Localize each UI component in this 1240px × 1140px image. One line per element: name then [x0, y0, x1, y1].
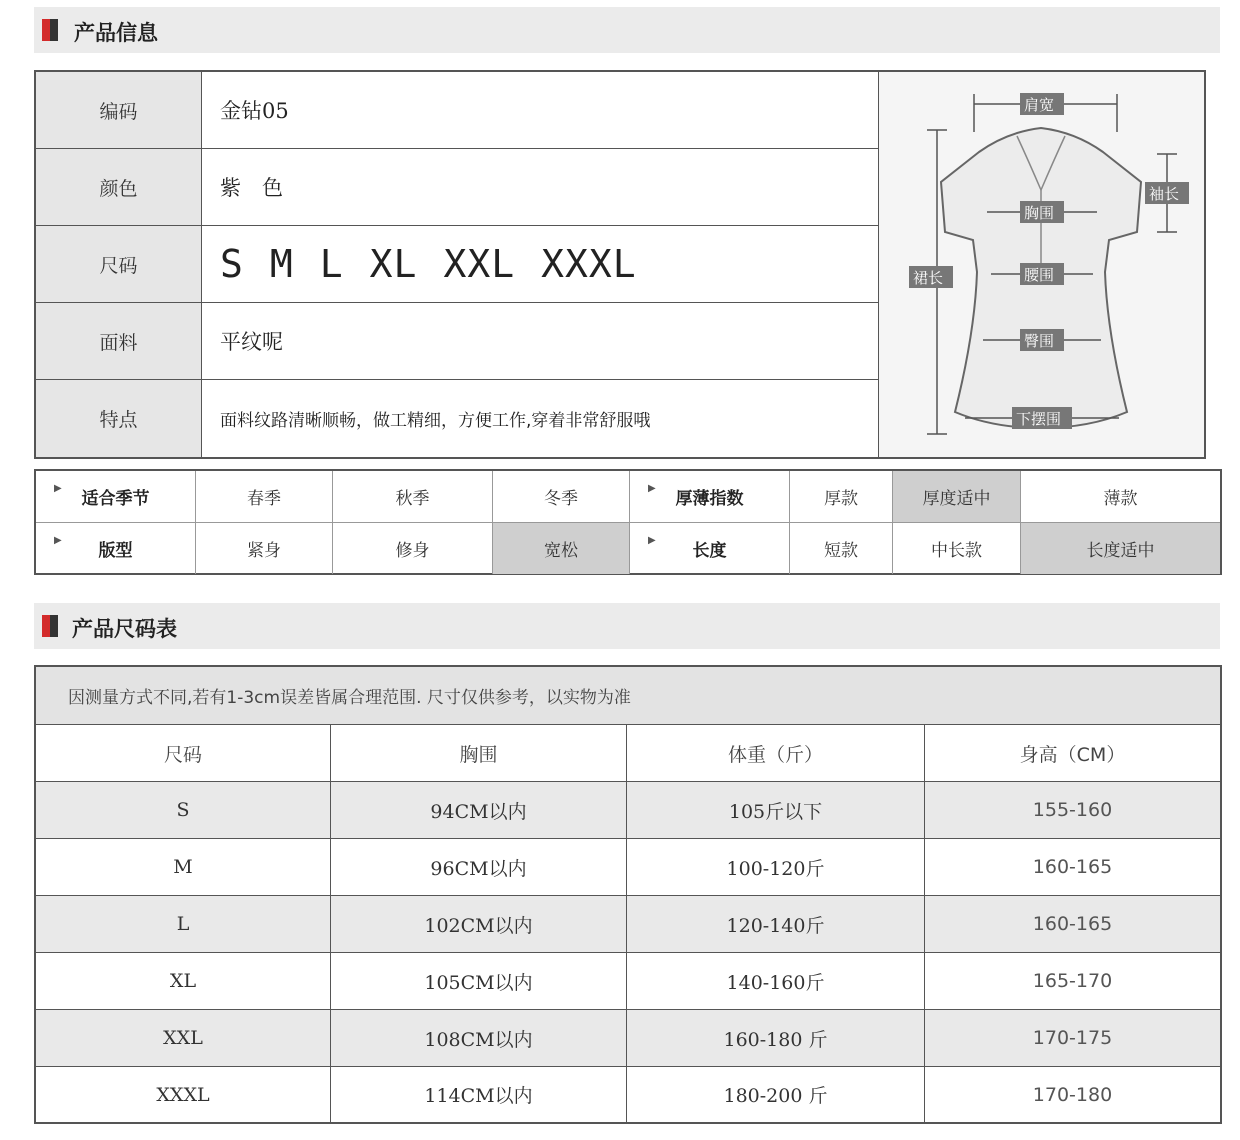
- column-header: 尺码: [36, 725, 331, 781]
- cell-size: L: [36, 896, 331, 952]
- table-row: [36, 896, 1220, 953]
- table-header-row: [36, 725, 1220, 782]
- attr-option: 短款: [790, 523, 893, 574]
- info-label: 特点: [36, 380, 202, 457]
- attr-header-thickness: ▶ 厚薄指数: [630, 471, 790, 522]
- cell-chest: 114CM以内: [331, 1067, 627, 1122]
- section-title: 产品尺码表: [72, 617, 177, 641]
- section-header-size-chart: [34, 603, 1220, 649]
- size-chart-note: 因测量方式不同,若有1-3cm误差皆属合理范围. 尺寸仅供参考，以实物为准: [36, 667, 1220, 725]
- info-label: 面料: [36, 303, 202, 379]
- table-row: [36, 1010, 1220, 1067]
- cell-chest: 94CM以内: [331, 782, 627, 838]
- size-list: [202, 226, 878, 302]
- cell-weight: 105斤以下: [627, 782, 925, 838]
- triangle-bullet-icon: ▶: [648, 535, 656, 546]
- column-header: 胸围: [331, 725, 627, 781]
- info-row-feature: [36, 380, 878, 457]
- size-option: XL: [369, 242, 418, 286]
- info-row-color: [36, 149, 878, 226]
- size-option: S: [220, 242, 244, 286]
- cell-weight: 100-120斤: [627, 839, 925, 895]
- diagram-label-waist: 腰围: [1024, 266, 1055, 284]
- info-row-code: [36, 72, 878, 149]
- column-header: 体重（斤）: [627, 725, 925, 781]
- cell-height: 155-160: [1032, 799, 1113, 821]
- cell-size: XXL: [36, 1010, 331, 1066]
- attr-option: 冬季: [493, 471, 630, 522]
- attribute-grid: [34, 469, 1222, 575]
- cell-size: S: [36, 782, 331, 838]
- cell-height: 170-175: [1032, 1027, 1113, 1049]
- cell-chest: 105CM以内: [331, 953, 627, 1009]
- cell-height: 170-180: [1032, 1083, 1113, 1106]
- info-label: 编码: [36, 72, 202, 148]
- triangle-bullet-icon: ▶: [54, 535, 62, 546]
- attr-option: 春季: [196, 471, 333, 522]
- attr-header-season: ▶ 适合季节: [36, 471, 196, 522]
- cell-weight: 180-200 斤: [627, 1067, 925, 1122]
- attr-option: 厚款: [790, 471, 893, 522]
- size-chart-table: [34, 665, 1222, 1124]
- cell-weight: 120-140斤: [627, 896, 925, 952]
- cell-weight: 140-160斤: [627, 953, 925, 1009]
- section-marker-red: [42, 615, 50, 637]
- info-row-size: [36, 226, 878, 303]
- cell-size: XXXL: [36, 1067, 331, 1122]
- cell-height: 165-170: [1032, 970, 1113, 992]
- attr-option: 薄款: [1103, 489, 1138, 509]
- dress-illustration: [879, 72, 1205, 457]
- triangle-bullet-icon: ▶: [54, 483, 62, 494]
- attr-header-fit: ▶ 版型: [36, 523, 196, 574]
- cell-height: 160-165: [1032, 913, 1113, 935]
- size-option: L: [319, 242, 344, 286]
- diagram-label-hip: 臀围: [1024, 332, 1055, 350]
- info-value: 面料纹路清晰顺畅，做工精细，方便工作,穿着非常舒服哦: [220, 411, 651, 431]
- cell-chest: 102CM以内: [331, 896, 627, 952]
- table-row: [36, 782, 1220, 839]
- cell-size: M: [36, 839, 331, 895]
- diagram-label-length: 裙长: [913, 269, 944, 287]
- column-header: 身高（CM）: [1019, 743, 1126, 766]
- size-option: XXL: [443, 242, 516, 286]
- diagram-label-chest: 胸围: [1024, 204, 1055, 222]
- product-info-table: [34, 70, 1206, 459]
- info-value: 紫 色: [220, 176, 283, 200]
- garment-measurement-diagram: [878, 72, 1204, 457]
- attr-option: 中长款: [893, 523, 1021, 574]
- size-option: M: [269, 242, 294, 286]
- info-label: 尺码: [36, 226, 202, 302]
- info-value: 金钻05: [220, 99, 289, 123]
- diagram-label-shoulder: 肩宽: [1024, 96, 1055, 114]
- diagram-label-hem: 下摆围: [1016, 410, 1062, 428]
- cell-weight: 160-180 斤: [627, 1010, 925, 1066]
- attr-option-selected: 长度适中: [1021, 523, 1220, 574]
- attr-header-length: ▶ 长度: [630, 523, 790, 574]
- section-header-product-info: [34, 7, 1220, 53]
- section-marker-red: [42, 19, 50, 41]
- section-marker-dark: [50, 19, 58, 41]
- cell-chest: 108CM以内: [331, 1010, 627, 1066]
- cell-size: XL: [36, 953, 331, 1009]
- table-row: [36, 1067, 1220, 1122]
- attr-option: 紧身: [196, 523, 333, 574]
- table-row: [36, 839, 1220, 896]
- section-title: 产品信息: [74, 21, 158, 45]
- diagram-label-sleeve: 袖长: [1149, 185, 1180, 203]
- info-value: 平纹呢: [220, 330, 283, 354]
- info-row-fabric: [36, 303, 878, 380]
- cell-height: 160-165: [1032, 856, 1113, 878]
- info-label: 颜色: [36, 149, 202, 225]
- attr-option: 秋季: [333, 471, 493, 522]
- table-row: [36, 953, 1220, 1010]
- attr-option-selected: 宽松: [493, 523, 630, 574]
- cell-chest: 96CM以内: [331, 839, 627, 895]
- size-option: XXXL: [541, 242, 637, 286]
- section-marker-dark: [50, 615, 58, 637]
- attr-option-selected: 厚度适中: [893, 471, 1021, 522]
- attr-option: 修身: [333, 523, 493, 574]
- triangle-bullet-icon: ▶: [648, 483, 656, 494]
